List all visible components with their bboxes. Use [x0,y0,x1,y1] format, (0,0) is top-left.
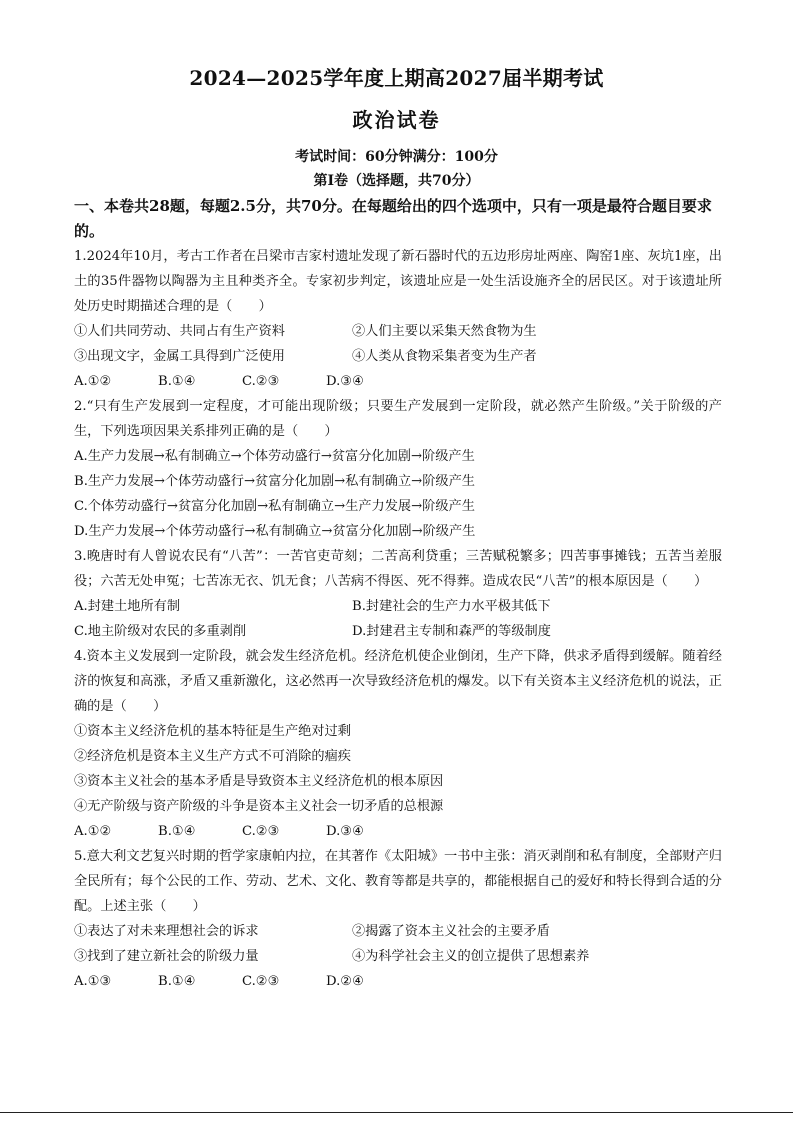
option: A.①② [74,824,112,839]
question-3-options-row-2 [74,619,722,644]
question-2-stem: 2.“只有生产发展到一定程度，才可能出现阶级；只要生产发展到一定阶段，就必然产生阶级。”关于阶级的产生，下列选项因果关系排列正确的是（ ） [74,399,722,439]
option: C.②③ [242,974,280,989]
question-list [74,244,722,994]
option: B.①④ [158,824,196,839]
option: D.生产力发展→个体劳动盛行→私有制确立→贫富分化加剧→阶级产生 [74,524,476,539]
subject-title: 政治试卷 [352,108,441,132]
statement: ①资本主义经济危机的基本特征是生产绝对过剩 [74,724,351,739]
statement: ①表达了对未来理想社会的诉求 [74,924,259,939]
question-5-statements-row-1 [74,919,722,944]
exam-info: 考试时间：60分钟满分：100分 [295,149,498,165]
section-title: 第Ⅰ卷（选择题，共70分） [313,173,480,189]
option: C.②③ [242,374,280,389]
instructions: 一、本卷共28题，每题2.5分，共70分。在每题给出的四个选项中，只有一项是最符合题目要求的。 [74,197,712,240]
statement: ③资本主义社会的基本矛盾是导致资本主义经济危机的根本原因 [74,774,444,789]
option: C.地主阶级对农民的多重剥削 [74,624,247,639]
option: A.①② [74,374,112,389]
question-1-options [74,369,722,394]
question-1-statements-row-1 [74,319,722,344]
option: D.封建君主专制和森严的等级制度 [352,624,551,639]
option: C.个体劳动盛行→贫富分化加剧→私有制确立→生产力发展→阶级产生 [74,499,475,514]
question-4-stem: 4.资本主义发展到一定阶段，就会发生经济危机。经济危机使企业倒闭，生产下降，供求矛盾得到缓解。随着经济的恢复和高涨，矛盾又重新激化，这必然再一次导致经济危机的爆发。以下有关资本主义经济危机的说法，正确的是（ ） [74,649,722,714]
option: B.封建社会的生产力水平极其低下 [352,599,551,614]
option: B.生产力发展→个体劳动盛行→贫富分化加剧→私有制确立→阶级产生 [74,474,475,489]
option: A.生产力发展→私有制确立→个体劳动盛行→贫富分化加剧→阶级产生 [74,449,475,464]
question-3-stem: 3.晚唐时有人曾说农民有“八苦”：一苦官吏苛刻；二苦高利贷重；三苦赋税繁多；四苦事事摊钱；五苦当差服役；六苦无处申冤；七苦冻无衣、饥无食；八苦病不得医、死不得葬。造成农民“八苦”的根本原因是（ ） [74,549,722,589]
option: A.封建土地所有制 [74,599,181,614]
statement: ④为科学社会主义的创立提供了思想素养 [352,949,590,964]
question-5-stem: 5.意大利文艺复兴时期的哲学家康帕内拉，在其著作《太阳城》一书中主张：消灭剥削和私有制度，全部财产归全民所有；每个公民的工作、劳动、艺术、文化、教育等都是共享的，都能根据自己的爱好和特长得到合适的分配。上述主张（ ） [74,849,722,914]
statement: ③出现文字，金属工具得到广泛使用 [74,349,285,364]
page-bottom-divider [0,1112,793,1113]
statement: ①人们共同劳动、共同占有生产资料 [74,324,285,339]
statement: ②人们主要以采集天然食物为生 [352,324,537,339]
option: B.①④ [158,374,196,389]
question-5-statements-row-2 [74,944,722,969]
question-5-options [74,969,722,994]
statement: ②揭露了资本主义社会的主要矛盾 [352,924,550,939]
statement: ④人类从食物采集者变为生产者 [352,349,537,364]
question-1-stem: 1.2024年10月，考古工作者在吕梁市吉家村遗址发现了新石器时代的五边形房址两座、陶窑1座、灰坑1座，出土的35件器物以陶器为主且种类齐全。专家初步判定，该遗址应是一处生活设施齐全的居民区。对于该遗址所处历史时期描述合理的是（ ） [74,249,722,314]
option: D.②④ [326,974,364,989]
statement: ④无产阶级与资产阶级的斗争是资本主义社会一切矛盾的总根源 [74,799,444,814]
option: D.③④ [326,374,364,389]
question-1-statements-row-2 [74,344,722,369]
statement: ②经济危机是资本主义生产方式不可消除的痼疾 [74,749,351,764]
option: B.①④ [158,974,196,989]
question-4-options [74,819,722,844]
option: A.①③ [74,974,112,989]
statement: ③找到了建立新社会的阶级力量 [74,949,259,964]
option: C.②③ [242,824,280,839]
option: D.③④ [326,824,364,839]
question-3-options-row-1 [74,594,722,619]
exam-title: 2024—2025学年度上期高2027届半期考试 [189,66,604,90]
